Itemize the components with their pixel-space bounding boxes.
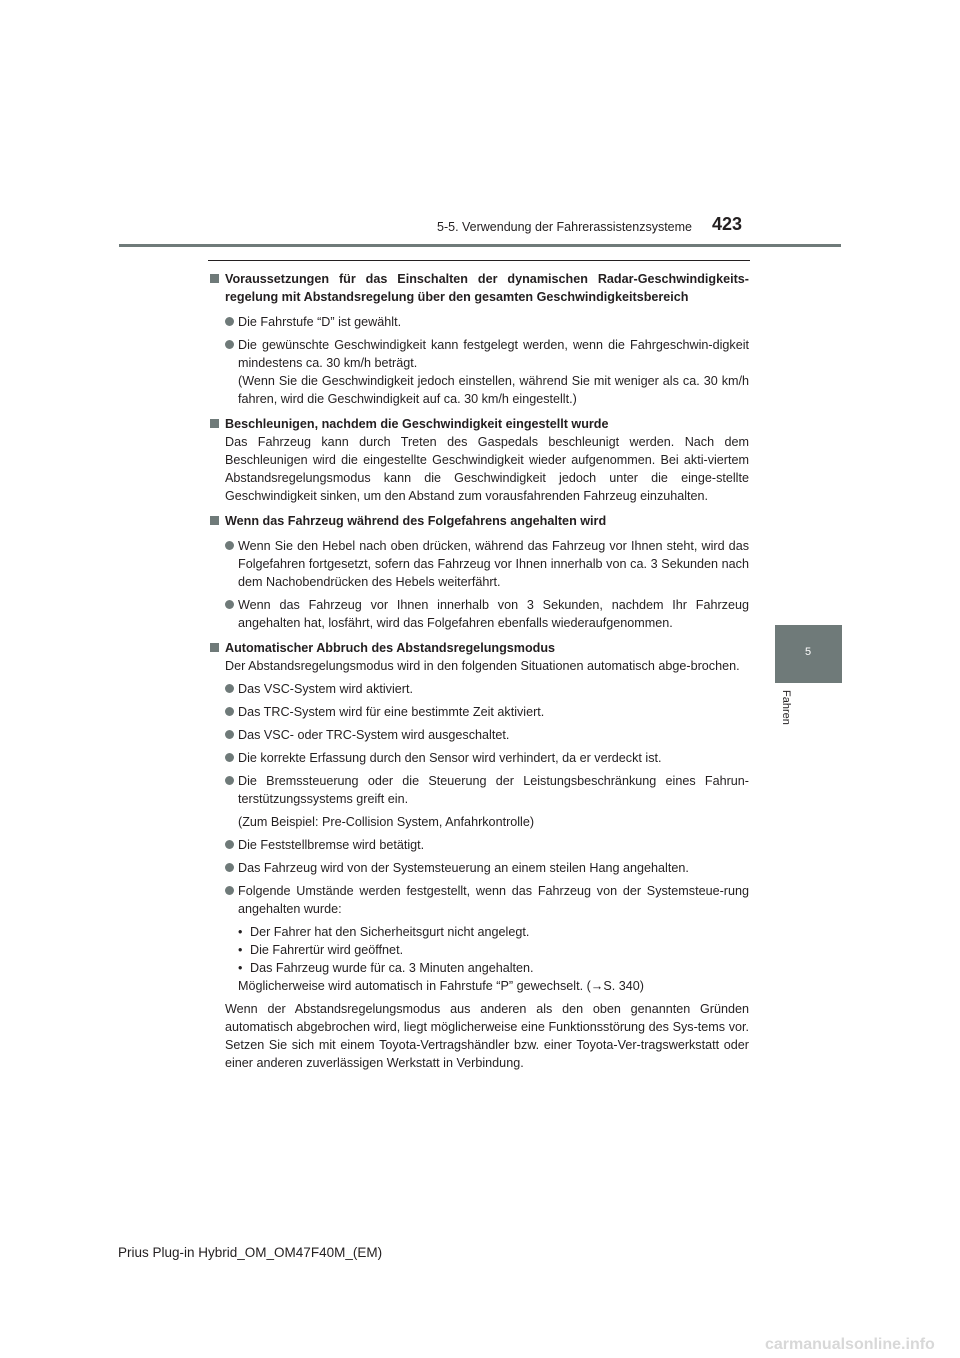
chapter-tab-label: Fahren	[780, 690, 792, 725]
round-bullet-icon	[225, 707, 234, 716]
square-bullet-icon	[210, 419, 219, 428]
footer-model: Prius Plug-in Hybrid_OM_OM47F40M_(EM)	[118, 1245, 383, 1260]
section-heading: Wenn das Fahrzeug während des Folgefahrens angehalten wird	[209, 512, 749, 530]
dot-marker-icon: •	[238, 925, 243, 939]
section-conditions	[209, 270, 749, 306]
round-bullet-icon	[225, 730, 234, 739]
section-intro: Der Abstandsregelungsmodus wird in den folgenden Situationen automatisch abge-brochen.	[225, 659, 740, 673]
list-item: Das VSC- oder TRC-System wird ausgeschaltet.	[209, 726, 749, 744]
content	[209, 270, 749, 1079]
round-bullet-icon	[225, 886, 234, 895]
section-heading: Automatischer Abbruch des Abstandsregelungsmodus	[209, 639, 749, 657]
round-bullet-icon	[225, 753, 234, 762]
round-bullet-icon	[225, 684, 234, 693]
list-item: Das VSC-System wird aktiviert.	[209, 680, 749, 698]
list-item: Wenn das Fahrzeug vor Ihnen innerhalb von 3 Sekunden, nachdem Ihr Fahrzeug angehalten hat, losfährt, wird das Folgefahren ebenfalls wiederaufgenommen.	[209, 596, 749, 632]
watermark: carmanualsonline.info	[765, 1336, 935, 1353]
sub-list-item: • Das Fahrzeug wurde für ca. 3 Minuten angehalten.	[238, 961, 534, 975]
section-heading: Beschleunigen, nachdem die Geschwindigkeit eingestellt wurde	[209, 415, 749, 433]
list-item: Das Fahrzeug wird von der Systemsteuerung an einem steilen Hang angehalten.	[209, 859, 749, 877]
sub-list	[209, 923, 749, 995]
list-item-note: (Wenn Sie die Geschwindigkeit jedoch einstellen, während Sie mit weniger als ca. 30 km/h fahren, wird die Geschwindigkeit auf ca. 30 km/h eingestellt.)	[238, 374, 749, 406]
sub-list-item: • Der Fahrer hat den Sicherheitsgurt nicht angelegt.	[238, 925, 530, 939]
section-stopped	[209, 512, 749, 530]
chapter-tab-number: 5	[805, 646, 812, 658]
round-bullet-icon	[225, 541, 234, 550]
chapter-tab[interactable]	[775, 625, 842, 683]
round-bullet-icon	[225, 776, 234, 785]
list-item: Die Fahrstufe “D” ist gewählt.	[209, 313, 749, 331]
list-item: Folgende Umstände werden festgestellt, wenn das Fahrzeug von der Systemsteue-rung angehalten wurde:	[209, 882, 749, 918]
list-item-note: (Zum Beispiel: Pre-Collision System, Anfahrkontrolle)	[238, 815, 535, 829]
header-rule	[119, 244, 841, 247]
round-bullet-icon	[225, 863, 234, 872]
square-bullet-icon	[210, 643, 219, 652]
section-text: Das Fahrzeug kann durch Treten des Gaspedals beschleunigt werden. Nach dem Beschleunigen wird die eingestellte Geschwindigkeit wieder aufgenommen. Bei akti-viertem Abstandsregelungsmodus kann die Geschwindigkeit jedoch unter die einge-stellte Geschwindigkeit sinken, um den Abstand zum vorausfahrenden Fahrzeug einzuhalten.	[225, 435, 749, 503]
dot-marker-icon: •	[238, 943, 243, 957]
section-auto-cancel	[209, 639, 749, 657]
section-accelerate	[209, 415, 749, 433]
list-item: Die gewünschte Geschwindigkeit kann festgelegt werden, wenn die Fahrgeschwin-digkeit mindestens ca. 30 km/h beträgt.	[209, 336, 749, 372]
list-item: Die Bremssteuerung oder die Steuerung der Leistungsbeschränkung eines Fahrun-terstützungssystems greift ein.	[209, 772, 749, 808]
round-bullet-icon	[225, 600, 234, 609]
square-bullet-icon	[210, 274, 219, 283]
dot-marker-icon: •	[238, 961, 243, 975]
list-item: Wenn Sie den Hebel nach oben drücken, während das Fahrzeug vor Ihnen steht, wird das Folgefahren fortgesetzt, sofern das Fahrzeug vor Ihnen innerhalb von ca. 3 Sekunden nach dem Nachobendrücken des Hebels weiterfährt.	[209, 537, 749, 591]
section-heading: Voraussetzungen für das Einschalten der dynamischen Radar-Geschwindigkeits-regelung mit Abstandsregelung über den gesamten Geschwindigkeitsbereich	[209, 270, 749, 306]
round-bullet-icon	[225, 840, 234, 849]
page-number: 423	[712, 214, 743, 234]
square-bullet-icon	[210, 516, 219, 525]
round-bullet-icon	[225, 317, 234, 326]
sub-list-note: Möglicherweise wird automatisch in Fahrstufe “P” gewechselt. (→S. 340)	[238, 979, 644, 993]
content-rule	[208, 260, 750, 261]
list-item: Die Feststellbremse wird betätigt.	[209, 836, 749, 854]
list-item: Das TRC-System wird für eine bestimmte Zeit aktiviert.	[209, 703, 749, 721]
sub-list-item: • Die Fahrertür wird geöffnet.	[238, 943, 404, 957]
section-closing: Wenn der Abstandsregelungsmodus aus anderen als den oben genannten Gründen automatisch abgebrochen wird, liegt möglicherweise eine Funktionsstörung des Sys-tems vor. Setzen Sie sich mit einem Toyota-Vertragshändler bzw. einer Toyota-Ver-tragswerkstatt oder einer anderen zuverlässigen Werkstatt in Verbindung.	[225, 1002, 749, 1070]
page-header-section: 5-5. Verwendung der Fahrerassistenzsysteme	[437, 220, 692, 234]
list-item: Die korrekte Erfassung durch den Sensor wird verhindert, da er verdeckt ist.	[209, 749, 749, 767]
round-bullet-icon	[225, 340, 234, 349]
